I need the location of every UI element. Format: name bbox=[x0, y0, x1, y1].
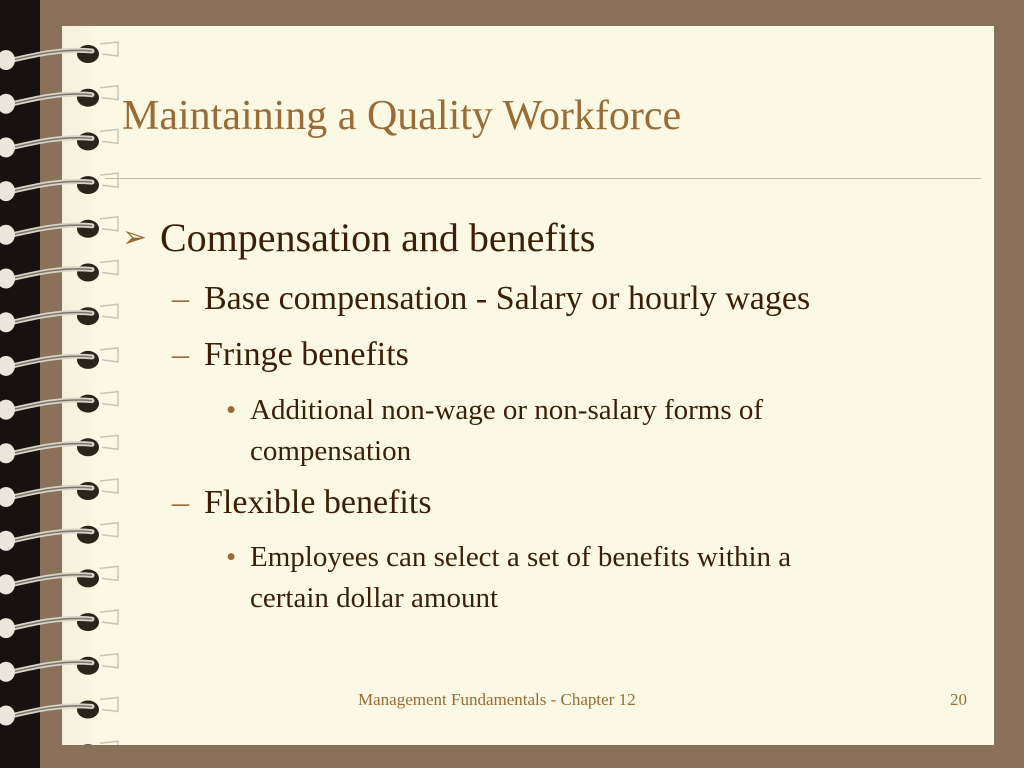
dash-bullet-icon: – bbox=[172, 336, 189, 373]
bullet-level2 bbox=[172, 280, 810, 318]
bullet-level3 bbox=[226, 537, 866, 619]
bullet-text: Compensation and benefits bbox=[160, 215, 596, 260]
bullet-text: Fringe benefits bbox=[204, 336, 409, 373]
dot-bullet-icon: • bbox=[226, 394, 237, 426]
binder-ring bbox=[0, 698, 118, 726]
bullet-text: Additional non-wage or non-salary forms of compensation bbox=[250, 394, 764, 467]
title-divider bbox=[105, 178, 981, 179]
bullet-level1 bbox=[122, 214, 595, 261]
bullet-text: Base compensation - Salary or hourly wages bbox=[204, 280, 811, 317]
binder-ring bbox=[0, 348, 118, 376]
binder-ring bbox=[0, 86, 118, 114]
binder-ring bbox=[0, 435, 118, 463]
slide-title: Maintaining a Quality Workforce bbox=[122, 93, 682, 139]
bullet-text: Flexible benefits bbox=[204, 484, 432, 521]
binder-ring bbox=[0, 610, 118, 638]
binder-ring bbox=[0, 654, 118, 682]
binder-ring bbox=[0, 173, 118, 201]
binder-ring bbox=[0, 566, 118, 594]
arrow-bullet-icon: ➢ bbox=[122, 221, 148, 254]
bullet-level2 bbox=[172, 484, 432, 522]
spiral-binding bbox=[0, 26, 130, 745]
binder-ring bbox=[0, 741, 118, 745]
bullet-level3 bbox=[226, 390, 866, 472]
binder-ring bbox=[0, 129, 118, 157]
binder-ring bbox=[0, 304, 118, 332]
binder-ring bbox=[0, 479, 118, 507]
dash-bullet-icon: – bbox=[172, 484, 189, 521]
binder-ring bbox=[0, 523, 118, 551]
binder-ring bbox=[0, 261, 118, 289]
slide-footer: Management Fundamentals - Chapter 12 bbox=[358, 690, 636, 709]
binder-ring bbox=[0, 392, 118, 420]
bullet-text: Employees can select a set of benefits within a certain dollar amount bbox=[250, 541, 792, 614]
binder-ring bbox=[0, 42, 118, 70]
binder-ring bbox=[0, 217, 118, 245]
dot-bullet-icon: • bbox=[226, 541, 237, 573]
page-number: 20 bbox=[950, 690, 967, 709]
bullet-level2 bbox=[172, 336, 409, 374]
dash-bullet-icon: – bbox=[172, 280, 189, 317]
